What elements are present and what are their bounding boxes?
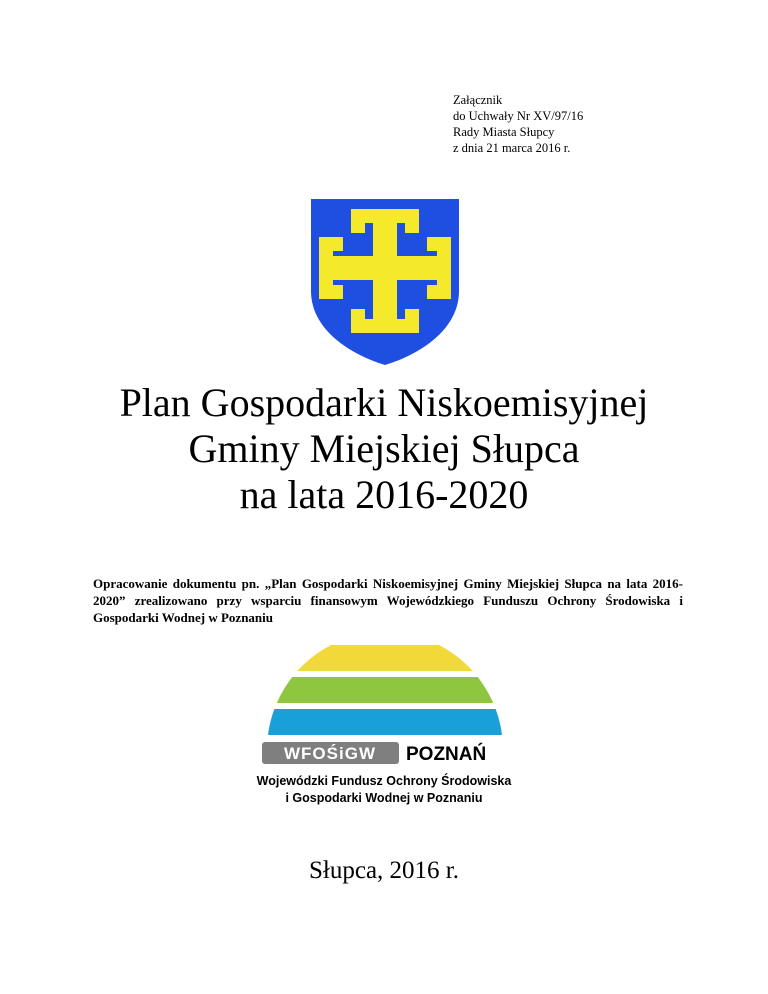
- annex-line: Załącznik: [453, 93, 503, 107]
- logo-blue-band: [260, 709, 510, 735]
- fund-name-line: Wojewódzki Fundusz Ochrony Środowiska: [256, 774, 512, 788]
- annex-line: z dnia 21 marca 2016 r.: [453, 141, 571, 155]
- fund-name-line: i Gospodarki Wodnej w Poznaniu: [285, 791, 483, 805]
- logo-abbrev: WFOŚiGW: [284, 744, 376, 763]
- logo-city: POZNAŃ: [406, 744, 487, 765]
- logo-green-band: [260, 677, 510, 703]
- title-line: Plan Gospodarki Niskoemisyjnej: [119, 380, 649, 425]
- coat-of-arms-icon: [311, 199, 459, 365]
- annex-line: Rady Miasta Słupcy: [453, 125, 555, 139]
- fund-name: [0, 773, 768, 807]
- funding-description: Opracowanie dokumentu pn. „Plan Gospodarki Niskoemisyjnej Gminy Miejskiej Słupca na lata 2016-2020” zrealizowano przy wsparciu finansowym Wojewódzkiego Funduszu Ochrony Środowiska i Gospodarki Wodnej w Poznaniu: [93, 576, 683, 625]
- title-line: na lata 2016-2020: [239, 472, 529, 517]
- place-date: Słupca, 2016 r.: [309, 857, 459, 884]
- title-line: Gminy Miejskiej Słupca: [188, 426, 580, 471]
- document-title: [0, 380, 768, 518]
- annex-note: [453, 92, 583, 156]
- annex-line: do Uchwały Nr XV/97/16: [453, 109, 584, 123]
- logo-yellow-band: [260, 645, 510, 671]
